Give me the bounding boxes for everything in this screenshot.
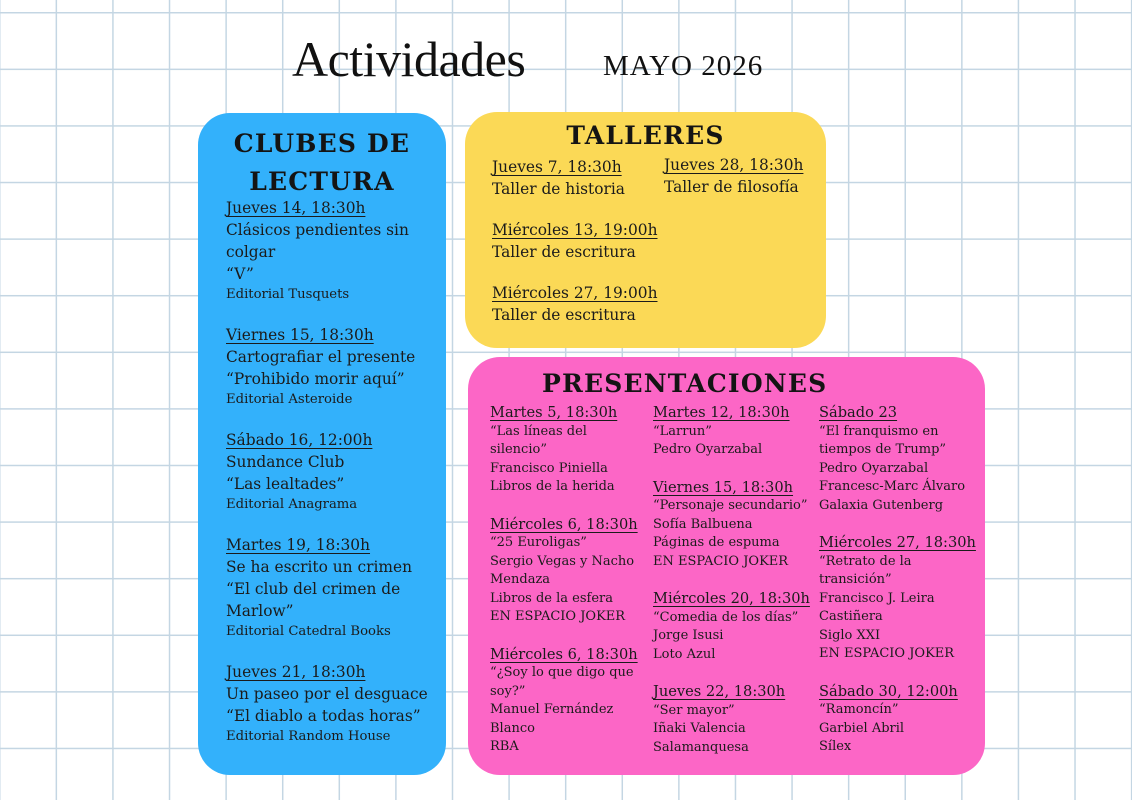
event-author: Manuel Fernández Blanco (490, 702, 614, 736)
presentaciones-column-1 (490, 403, 648, 775)
event-title: “Ramoncín” (819, 702, 899, 717)
event-publisher: Libros de la herida (490, 479, 615, 494)
taller-event (492, 283, 662, 326)
event-date: Miércoles 13, 19:00h (492, 221, 658, 239)
event-title: Taller de historia (492, 179, 625, 198)
event-title: “25 Euroligas” (490, 535, 587, 550)
month-label: MAYO 2026 (603, 50, 764, 82)
event-book: “V” (226, 265, 254, 283)
presentacion-event (490, 403, 648, 497)
event-book: “Prohibido morir aquí” (226, 370, 405, 388)
club-event (226, 534, 434, 642)
club-event (226, 197, 434, 305)
event-publisher: Libros de la esfera (490, 590, 613, 606)
event-title: “Las líneas del silencio” (490, 423, 587, 457)
event-publisher: Editorial Asteroide (226, 392, 353, 407)
event-title: Taller de escritura (492, 305, 636, 324)
event-author: Francesc-Marc Álvaro (819, 479, 966, 494)
talleres-column-2 (664, 155, 824, 218)
event-author: Francisco Piniella (490, 460, 608, 476)
event-author: Jorge Isusi (653, 628, 724, 643)
presentaciones-column-2 (653, 403, 815, 775)
event-publisher: Editorial Catedral Books (226, 624, 391, 639)
event-title: Clásicos pendientes sin colgar (226, 221, 409, 261)
event-book: “El club del crimen de Marlow” (226, 580, 401, 620)
event-publisher: Galaxia Gutenberg (819, 497, 944, 513)
event-date: Jueves 7, 18:30h (492, 158, 622, 176)
presentacion-event (653, 478, 815, 572)
event-author: Pedro Oyarzabal (819, 460, 929, 476)
event-author: Garbiel Abril (819, 720, 905, 736)
event-title: “Comedia de los días” (653, 609, 799, 625)
event-publisher: Editorial Anagrama (226, 497, 358, 512)
event-venue: EN ESPACIO JOKER (819, 646, 955, 661)
event-author: Iñaki Valencia Salamanquesa (653, 721, 749, 755)
event-title: Taller de filosofía (664, 177, 799, 196)
event-date: Viernes 15, 18:30h (226, 326, 374, 344)
event-title: “¿Soy lo que digo que soy?” (490, 665, 634, 699)
event-date: Viernes 15, 18:30h (653, 478, 794, 496)
event-publisher: Sílex (819, 739, 852, 754)
event-title: Se ha escrito un crimen (226, 558, 413, 576)
event-author: Sofía Balbuena (653, 516, 753, 532)
presentacion-event (653, 682, 815, 757)
event-date: Sábado 16, 12:00h (226, 431, 373, 449)
event-author: Francisco J. Leira Castiñera (819, 590, 935, 624)
event-title: “Ser mayor” (653, 702, 735, 718)
event-date: Martes 19, 18:30h (226, 536, 371, 554)
event-publisher: Editorial Random House (226, 729, 391, 744)
clubes-card (198, 113, 446, 775)
event-venue: EN ESPACIO JOKER (653, 553, 789, 569)
event-date: Martes 12, 18:30h (653, 404, 790, 421)
event-title: Un paseo por el desguace (226, 685, 428, 703)
presentacion-event (819, 682, 979, 757)
event-book: “Las lealtades” (226, 475, 345, 493)
event-date: Miércoles 6, 18:30h (490, 645, 638, 663)
club-event (226, 429, 434, 515)
event-author: Sergio Vegas y Nacho Mendaza (490, 553, 635, 587)
event-date: Miércoles 27, 19:00h (492, 284, 658, 302)
event-title: “Retrato de la transición” (819, 553, 912, 587)
presentaciones-heading: PRESENTACIONES (542, 369, 828, 398)
club-event (226, 661, 434, 747)
event-publisher: Editorial Tusquets (226, 287, 350, 302)
clubes-list (226, 197, 434, 766)
presentacion-event (490, 515, 648, 627)
event-date: Martes 5, 18:30h (490, 404, 618, 421)
event-title: “El franquismo en tiempos de Trump” (819, 423, 947, 457)
event-title: “Larrun” (653, 423, 712, 439)
presentaciones-column-3 (819, 403, 979, 775)
event-date: Miércoles 6, 18:30h (490, 515, 638, 533)
event-date: Miércoles 20, 18:30h (653, 590, 810, 607)
page-title: Actividades (292, 31, 526, 87)
event-title: Sundance Club (226, 453, 345, 471)
presentacion-event (653, 403, 815, 460)
clubes-heading: CLUBES DE LECTURA (233, 129, 411, 196)
event-date: Jueves 22, 18:30h (653, 683, 786, 700)
event-date: Sábado 30, 12:00h (819, 682, 958, 700)
event-date: Sábado 23 (819, 404, 898, 421)
taller-event (492, 220, 662, 263)
event-publisher: Loto Azul (653, 646, 716, 662)
event-publisher: RBA (490, 739, 519, 754)
event-publisher: Siglo XXI (819, 627, 881, 643)
presentacion-event (490, 645, 648, 757)
presentacion-event (653, 589, 815, 664)
taller-event (664, 155, 824, 198)
event-venue: EN ESPACIO JOKER (490, 609, 626, 624)
event-date: Jueves 21, 18:30h (226, 663, 366, 681)
event-title: Cartografiar el presente (226, 348, 416, 366)
event-date: Jueves 14, 18:30h (226, 199, 366, 217)
talleres-heading: TALLERES (566, 121, 725, 150)
club-event (226, 324, 434, 410)
event-title: Taller de escritura (492, 242, 636, 261)
taller-event (492, 157, 662, 200)
event-book: “El diablo a todas horas” (226, 707, 421, 725)
talleres-column-1 (492, 157, 662, 346)
presentaciones-card (468, 357, 985, 775)
presentacion-event (819, 533, 979, 664)
event-publisher: Páginas de espuma (653, 535, 780, 550)
event-title: “Personaje secundario” (653, 498, 808, 513)
presentacion-event (819, 403, 979, 515)
event-date: Jueves 28, 18:30h (664, 156, 804, 174)
talleres-card (465, 112, 826, 348)
event-date: Miércoles 27, 18:30h (819, 534, 976, 551)
event-author: Pedro Oyarzabal (653, 442, 763, 457)
